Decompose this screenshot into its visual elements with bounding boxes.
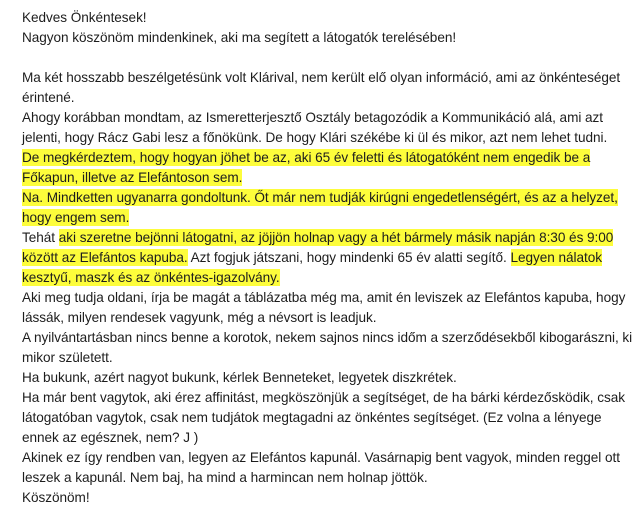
highlighted-text: De megkérdeztem, hogy hogyan jöhet be az, aki 65 év feletti és látogatóként nem engedik be a <box>22 150 591 165</box>
thanks-line: Nagyon köszönöm mindenkinek, aki ma segített a látogatók terelésében! <box>22 30 457 45</box>
paragraph-1-line-2: érintené. <box>22 90 75 105</box>
letter-body <box>22 8 640 508</box>
paragraph-8-line-1: Ha már bent vagytok, aki érez affinitást, megköszönjük a segítséget, de ha bárki kérdezősködik, csak <box>22 390 626 405</box>
highlighted-text: között az Elefántos kapuba. <box>22 250 188 265</box>
greeting: Kedves Önkéntesek! <box>22 10 147 25</box>
paragraph-gap <box>22 48 640 68</box>
paragraph-3-line-2 <box>22 208 640 228</box>
highlighted-text: kesztyű, maszk és az önkéntes-igazolvány. <box>22 270 280 285</box>
paragraph-9-line-2: leszek a kapunál. Nem baj, ha mind a harmincan nem holnap jöttök. <box>22 470 428 485</box>
paragraph-5-line-2: lássák, milyen rendesek vagyunk, még a névsort is leadjuk. <box>22 310 377 325</box>
paragraph-2-line-2: jelenti, hogy Rácz Gabi lesz a főnökünk. De hogy Klári székébe ki ül és mikor, azt nem lehet tudni. <box>22 130 608 145</box>
paragraph-5-line-1: Aki meg tudja oldani, írja be magát a táblázatba még ma, amit én leviszek az Elefántos kapuba, hogy <box>22 290 626 305</box>
paragraph-2-line-4 <box>22 168 640 188</box>
paragraph-6-line-2: mikor született. <box>22 350 113 365</box>
highlighted-text: hogy engem sem. <box>22 210 130 225</box>
paragraph-4-line-1 <box>22 228 640 248</box>
paragraph-9-line-1: Akinek ez így rendben van, legyen az Elefántos kapunál. Vasárnapig bent vagyok, minden reggel ott <box>22 450 620 465</box>
paragraph-6-line-1: A nyilvántartásban nincs benne a korotok, nekem sajnos nincs időm a szerződésekből kibogarászni, ki <box>22 330 633 345</box>
paragraph-8-line-2: látogatóban vagytok, csak nem tudjátok megtagadni az önkéntes segítséget. (Ez volna a lényege <box>22 410 602 425</box>
paragraph-4-line-2 <box>22 248 640 268</box>
highlighted-text: Na. Mindketten ugyanarra gondoltunk. Őt már nem tudják kirúgni engedetlenségért, és az a helyzet, <box>22 190 618 205</box>
paragraph-8-line-3: ennek az egésznek, nem? J ) <box>22 430 199 445</box>
closing: Köszönöm! <box>22 490 90 505</box>
paragraph-4-line-3 <box>22 268 640 288</box>
highlighted-text: aki szeretne bejönni látogatni, az jöjjön holnap vagy a hét bármely másik napján 8:30 és 9:00 <box>58 230 614 245</box>
paragraph-1-line-1: Ma két hosszabb beszélgetésünk volt Klárival, nem került elő olyan információ, ami az önkénteséget <box>22 70 621 85</box>
paragraph-2-line-1: Ahogy korábban mondtam, az Ismeretterjesztő Osztály betagozódik a Kommunikáció alá, ami azt <box>22 110 604 125</box>
paragraph-3-line-1 <box>22 188 640 208</box>
highlighted-text: Legyen nálatok <box>510 250 603 265</box>
plain-text: Tehát <box>22 230 59 245</box>
paragraph-2-line-3 <box>22 148 640 168</box>
paragraph-7: Ha bukunk, azért nagyot bukunk, kérlek Benneteket, legyetek diszkrétek. <box>22 370 457 385</box>
highlighted-text: Főkapun, illetve az Elefántoson sem. <box>22 170 243 185</box>
plain-text: Azt fogjuk játszani, hogy mindenki 65 év alatti segítő. <box>187 250 511 265</box>
